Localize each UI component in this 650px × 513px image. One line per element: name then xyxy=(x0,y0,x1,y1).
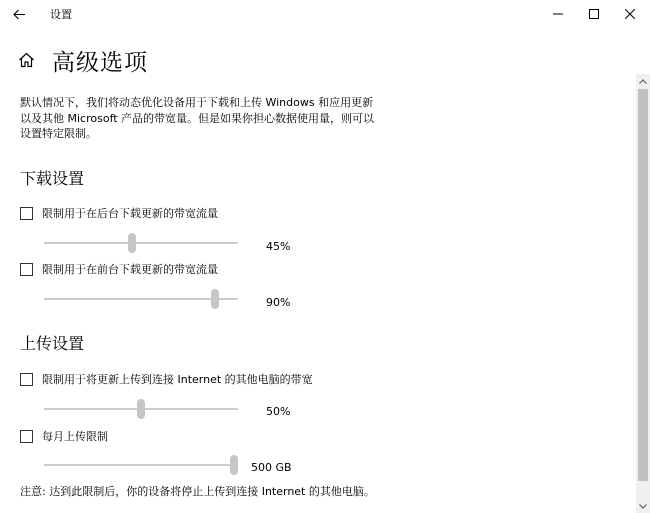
scrollbar-thumb[interactable] xyxy=(638,89,648,481)
slider-track xyxy=(44,464,238,466)
home-icon[interactable] xyxy=(18,51,36,69)
upload-bandwidth-checkbox[interactable] xyxy=(20,373,33,386)
minimize-button[interactable] xyxy=(538,0,578,28)
slider-thumb[interactable] xyxy=(230,455,238,475)
upload-settings-title: 上传设置 xyxy=(20,334,85,353)
maximize-button[interactable] xyxy=(574,0,614,28)
window-title: 设置 xyxy=(50,8,72,21)
download-settings-title: 下载设置 xyxy=(20,169,85,188)
upload-bandwidth-slider[interactable] xyxy=(44,399,238,419)
slider-thumb[interactable] xyxy=(211,289,219,309)
download-foreground-slider[interactable] xyxy=(44,289,238,309)
upload-bandwidth-label: 限制用于将更新上传到连接 Internet 的其他电脑的带宽 xyxy=(42,373,313,386)
download-foreground-limit-row[interactable] xyxy=(20,261,218,277)
upload-monthly-checkbox[interactable] xyxy=(20,430,33,443)
download-background-slider[interactable] xyxy=(44,233,238,253)
chevron-up-icon xyxy=(639,79,647,84)
page-header xyxy=(18,44,148,76)
slider-thumb[interactable] xyxy=(128,233,136,253)
upload-bandwidth-value: 50% xyxy=(266,405,291,418)
scroll-up-button[interactable] xyxy=(636,74,650,88)
intro-line: 默认情况下，我们将动态优化设备用于下载和上传 Windows 和应用更新 xyxy=(20,96,374,109)
vertical-scrollbar[interactable] xyxy=(636,74,650,513)
intro-line: 以及其他 Microsoft 产品的带宽量。但是如果你担心数据使用量，则可以 xyxy=(20,111,375,125)
arrow-left-icon xyxy=(13,9,26,20)
upload-monthly-label: 每月上传限制 xyxy=(42,430,108,443)
download-foreground-label: 限制用于在前台下载更新的带宽流量 xyxy=(42,263,218,276)
close-button[interactable] xyxy=(610,0,650,28)
slider-thumb[interactable] xyxy=(137,399,145,419)
download-foreground-value: 90% xyxy=(266,296,291,309)
upload-monthly-slider[interactable] xyxy=(44,455,238,475)
upload-monthly-limit-row[interactable] xyxy=(20,428,108,444)
upload-bandwidth-limit-row[interactable] xyxy=(20,371,313,387)
minimize-icon xyxy=(553,9,563,19)
intro-line: 设置特定限制。 xyxy=(20,127,97,140)
upload-monthly-value: 500 GB xyxy=(251,461,292,474)
close-icon xyxy=(625,9,635,19)
download-background-label: 限制用于在后台下载更新的带宽流量 xyxy=(42,207,218,220)
page-title: 高级选项 xyxy=(52,49,148,76)
download-foreground-checkbox[interactable] xyxy=(20,263,33,276)
download-background-limit-row[interactable] xyxy=(20,205,218,221)
intro-text xyxy=(20,95,400,142)
upload-limit-note: 注意: 达到此限制后，你的设备将停止上传到连接 Internet 的其他电脑。 xyxy=(20,485,375,498)
download-background-value: 45% xyxy=(266,240,291,253)
title-bar xyxy=(0,0,650,28)
slider-track xyxy=(44,298,238,300)
chevron-down-icon xyxy=(639,504,647,509)
download-background-checkbox[interactable] xyxy=(20,207,33,220)
slider-track xyxy=(44,242,238,244)
maximize-icon xyxy=(589,9,599,19)
scroll-down-button[interactable] xyxy=(636,499,650,513)
back-button[interactable] xyxy=(8,4,30,24)
